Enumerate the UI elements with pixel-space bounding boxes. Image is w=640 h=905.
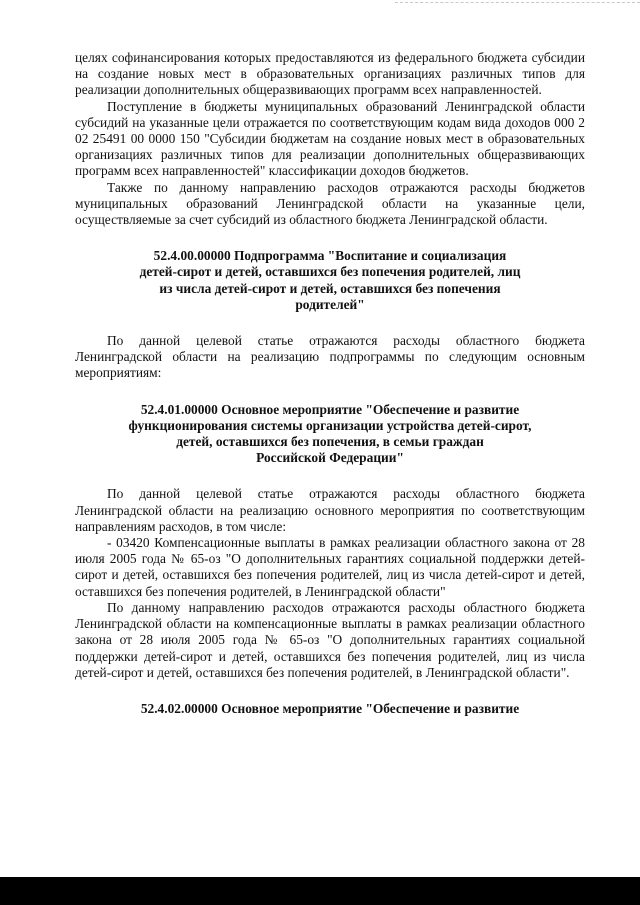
scan-edge-line	[395, 2, 640, 3]
heading-line: 52.4.00.00000 Подпрограмма "Воспитание и социализация	[153, 248, 507, 264]
heading-line: 52.4.01.00000 Основное мероприятие "Обеспечение и развитие	[140, 401, 520, 417]
heading-line: детей, оставшихся без попечения, в семьи граждан	[176, 434, 484, 450]
document-page	[75, 50, 585, 717]
list-item-03420: - 03420 Компенсационные выплаты в рамках реализации областного закона от 28 июля 2005 года № 65-оз "О дополнительных гарантиях социальной поддержки детей-сирот и детей, оставшихся без попечения родителей, лиц из числа детей-сирот и детей, оставшихся без попечения родителей, в Ленинградской области"	[75, 535, 585, 599]
paragraph-compensation-expenses: По данному направлению расходов отражаются расходы областного бюджета Ленинградской области на компенсационные выплаты в рамках реализации областного закона от 28 июля 2005 года № 65-оз "О дополнительных гарантиях социальной поддержки детей-сирот и детей, оставшихся без попечения родителей, лиц из числа детей-сирот и детей, оставшихся без попечения родителей, в Ленинградской области".	[75, 599, 585, 680]
heading-line: родителей"	[295, 296, 365, 312]
heading-line: детей-сирот и детей, оставшихся без попечения родителей, лиц	[139, 264, 521, 280]
paragraph-continuation: целях софинансирования которых предоставляются из федерального бюджета субсидии на создание новых мест в образовательных организациях различных типов для реализации дополнительных общеразвивающих программ всех направленностей.	[75, 50, 585, 98]
heading-line: 52.4.02.00000 Основное мероприятие "Обеспечение и развитие	[140, 700, 520, 716]
heading-main-activity-52-4-01	[75, 402, 585, 467]
paragraph-municipal-expenses: Также по данному направлению расходов отражаются расходы бюджетов муниципальных образований Ленинградской области на указанные цели, осуществляемые за счет субсидий из областного бюджета Ленинградской области.	[75, 179, 585, 228]
paragraph-income-receipts: Поступление в бюджеты муниципальных образований Ленинградской области субсидий на указанные цели отражается по соответствующим кодам вида доходов 000 2 02 25491 00 0000 150 "Субсидии бюджетам на создание новых мест в образовательных организациях различных типов для реализации дополнительных общеразвивающих программ всех направленностей" классификации доходов бюджетов.	[75, 98, 585, 179]
heading-line: функционирования системы организации устройства детей-сирот,	[128, 417, 532, 433]
heading-line: Российской Федерации"	[256, 450, 404, 466]
heading-subprogram-52-4	[75, 248, 585, 313]
heading-line: из числа детей-сирот и детей, оставшихся без попечения	[159, 280, 501, 296]
paragraph-activity-expenses: По данной целевой статье отражаются расходы областного бюджета Ленинградской области на реализацию основного мероприятия по соответствующим направлениям расходов, в том числе:	[75, 486, 585, 534]
paragraph-subprogram-expenses: По данной целевой статье отражаются расходы областного бюджета Ленинградской области на реализацию подпрограммы по следующим основным мероприятиям:	[75, 333, 585, 381]
scan-bottom-border	[0, 877, 640, 905]
heading-main-activity-52-4-02	[75, 701, 585, 717]
